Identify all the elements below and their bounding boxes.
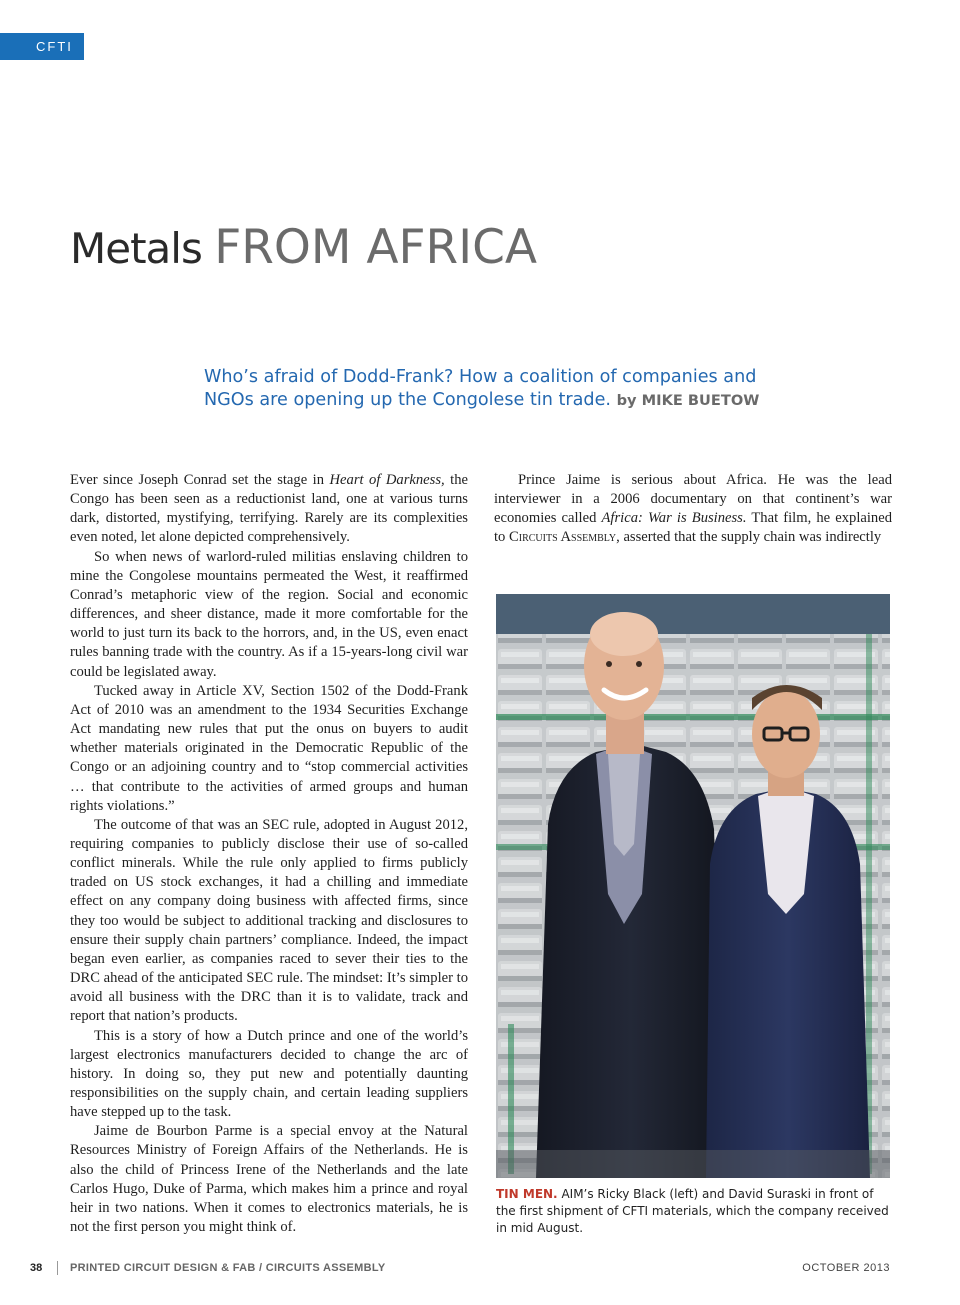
article-headline [70, 222, 537, 274]
byline: by MIKE BUETOW [616, 392, 760, 409]
caption-lead: TIN MEN. [496, 1187, 558, 1201]
headline-part-2: FROM AFRICA [214, 220, 538, 275]
paragraph-2: So when news of warlord-ruled militias enslaving children to mine the Congolese mountains permeated the West, it reaffirmed Conrad’s metaphoric view of the region. Social and economic differences, and sheer distance, made it more comfortable for the world to just turn its back to the horrors, and, in the US, even enact rules banning trade with the country. As if a 15-years-long civil war could be legislated away. [70, 548, 468, 680]
deck-text: Who’s afraid of Dodd-Frank? How a coalition of companies and NGOs are opening up the Congolese tin trade. [204, 367, 757, 410]
headline-part-1: Metals [70, 224, 215, 273]
photo-illustration [496, 594, 890, 1178]
caption-text: AIM’s Ricky Black (left) and David Suraski in front of the first shipment of CFTI materials, which the company received in mid August. [496, 1187, 889, 1235]
paragraph-7-text-c: , asserted that the supply chain was indirectly [616, 529, 882, 546]
paragraph-7-text-a: Prince Jaime is serious about Africa. He was the lead interviewer in a 2006 documentary on that continent’s war economies called [494, 472, 892, 527]
book-title-heart-of-darkness: Heart of Darkness, [329, 472, 445, 488]
page-number: 38 [30, 1262, 43, 1274]
film-title: Africa: War is Business. [601, 510, 747, 527]
paragraph-3: Tucked away in Article XV, Section 1502 of the Dodd-Frank Act of 2010 was an amendment to the 1934 Securities Exchange Act mandating new rules that put the onus on buyers to audit whether materials originated in the Democratic Republic of the Congo or an adjoining country and to “stop commercial activities … that contribute to the activities of armed groups and human rights violations.” [70, 682, 468, 814]
issue-date: OCTOBER 2013 [802, 1262, 890, 1274]
paragraph-1-text-b: the Congo has been seen as a reductionist land, one at various turns dark, distorted, mystifying, terrifying. Rarely are its complexities even noted, let alone depicted comprehensively. [70, 472, 468, 546]
article-deck [204, 366, 804, 412]
publication-name: PRINTED CIRCUIT DESIGN & FAB / CIRCUITS ASSEMBLY [70, 1262, 386, 1274]
magazine-name: Circuits Assembly [509, 529, 617, 546]
paragraph-1 [70, 471, 468, 548]
paragraph-7 [494, 471, 892, 548]
paragraph-7-text-b: That film, he explained to [494, 510, 892, 546]
page-footer [30, 1262, 890, 1280]
paragraph-5: This is a story of how a Dutch prince and one of the world’s largest electronics manufacturers decided to change the arc of history. In doing so, they put new and potentially daunting responsibilities on the supply chain, and certain leading suppliers have stepped up to the task. [70, 1027, 468, 1121]
footer-divider [57, 1261, 58, 1275]
section-tag: CFTI [0, 33, 84, 60]
paragraph-1-text-a: Ever since Joseph Conrad set the stage in [70, 472, 330, 488]
photo-caption [496, 1186, 890, 1237]
body-column-left [70, 471, 468, 1241]
article-photo [496, 594, 890, 1178]
body-column-right [494, 471, 892, 551]
paragraph-4: The outcome of that was an SEC rule, adopted in August 2012, requiring companies to publicly disclose their use of so-called conflict minerals. While the rule only applied to firms publicly traded on US stock exchanges, it had a chilling and immediate effect on any company doing business with affected firms, since they too would be subject to additional tracking and disclosures to ensure their supply chain partners’ compliance. Indeed, the impact began even earlier, as companies raced to sever their ties to the DRC ahead of the anticipated SEC rule. The mindset: It’s simpler to avoid all business with the DRC than it is to validate, track and report that nation’s products. [70, 816, 468, 1025]
paragraph-6: Jaime de Bourbon Parme is a special envoy at the Natural Resources Ministry of Foreign Affairs of the Netherlands. He is also the child of Princess Irene of the Netherlands and the late Carlos Hugo, Duke of Parma, which makes him a prince and royal heir in two nations. When it comes to electronics materials, he is not the first person you might think of. [70, 1123, 468, 1236]
